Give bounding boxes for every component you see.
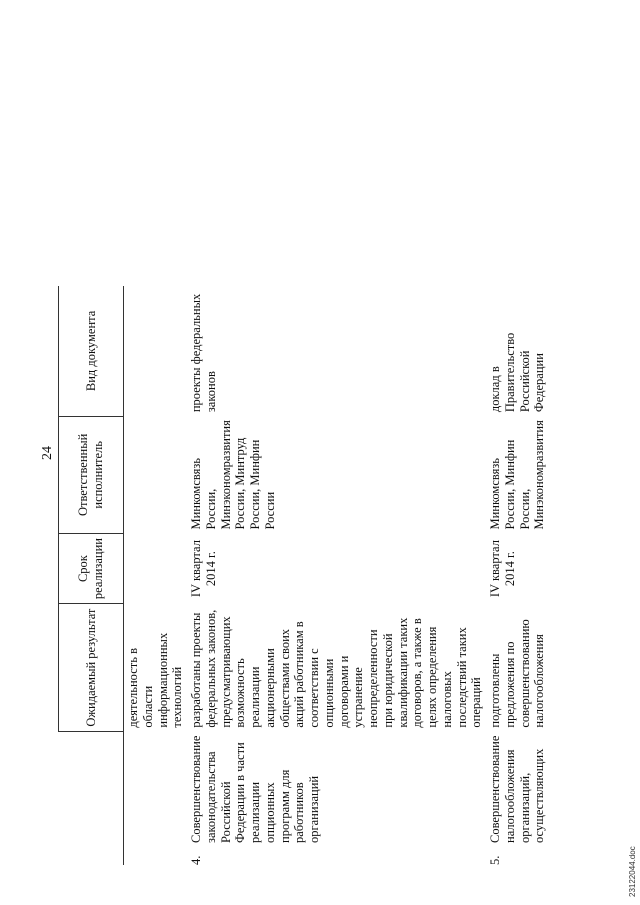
cell-term: IV квартал 2014 г.: [189, 540, 218, 598]
cell-executor: [124, 416, 188, 533]
cell-executor: Минкомсвязь России, Минфин России, Минэкономразвития: [488, 420, 547, 530]
header-doc-type: Вид документа: [59, 286, 124, 416]
cell-number: [124, 847, 188, 865]
cell-executor: Минкомсвязь России, Минэкономразвития России, Минтруд России, Минфин России: [189, 420, 277, 530]
cell-event: [124, 732, 188, 847]
cell-number: 4.: [189, 855, 203, 865]
cell-term: [124, 534, 188, 604]
header-event: [59, 732, 124, 847]
cell-doc-type: [124, 286, 188, 416]
header-term: Срок реализации: [59, 534, 124, 604]
table-row: [486, 286, 549, 865]
table-header-row: [59, 286, 124, 865]
page-number: 24: [40, 446, 55, 460]
cell-term: IV квартал 2014 г.: [488, 540, 517, 598]
header-expected-result: Ожидаемый результат: [59, 604, 124, 732]
header-executor: Ответственный исполнитель: [59, 416, 124, 533]
header-number: [59, 847, 124, 865]
cell-doc-type: проекты федеральных законов: [189, 293, 218, 413]
action-plan-table: [58, 286, 549, 865]
table-row-continuation: [124, 286, 188, 865]
footer-file-code: 23122044.doc: [628, 846, 637, 897]
cell-result: разработаны проекты федеральных законов, предусматривающих возможность реализации акционерными обществами своих акций работникам в соответствии с опционными договорами и устранение неопределенности при юридической квалификации таких договоров, а также в целях определения налоговых последствий таких операций: [189, 609, 484, 728]
cell-number: 5.: [488, 855, 502, 865]
table-row: [187, 286, 486, 865]
cell-event: Совершенствование налогообложения организаций, осуществляющих: [488, 735, 547, 843]
cell-result: подготовлены предложения по совершенствованию налогообложения: [488, 619, 547, 728]
cell-result: деятельность в области информационных технологий: [126, 632, 185, 728]
cell-event: Совершенствование законодательства Российской Федерации в части реализации опционных программ для работников организаций: [189, 735, 321, 843]
cell-doc-type: доклад в Правительство Российской Федерации: [488, 332, 547, 413]
